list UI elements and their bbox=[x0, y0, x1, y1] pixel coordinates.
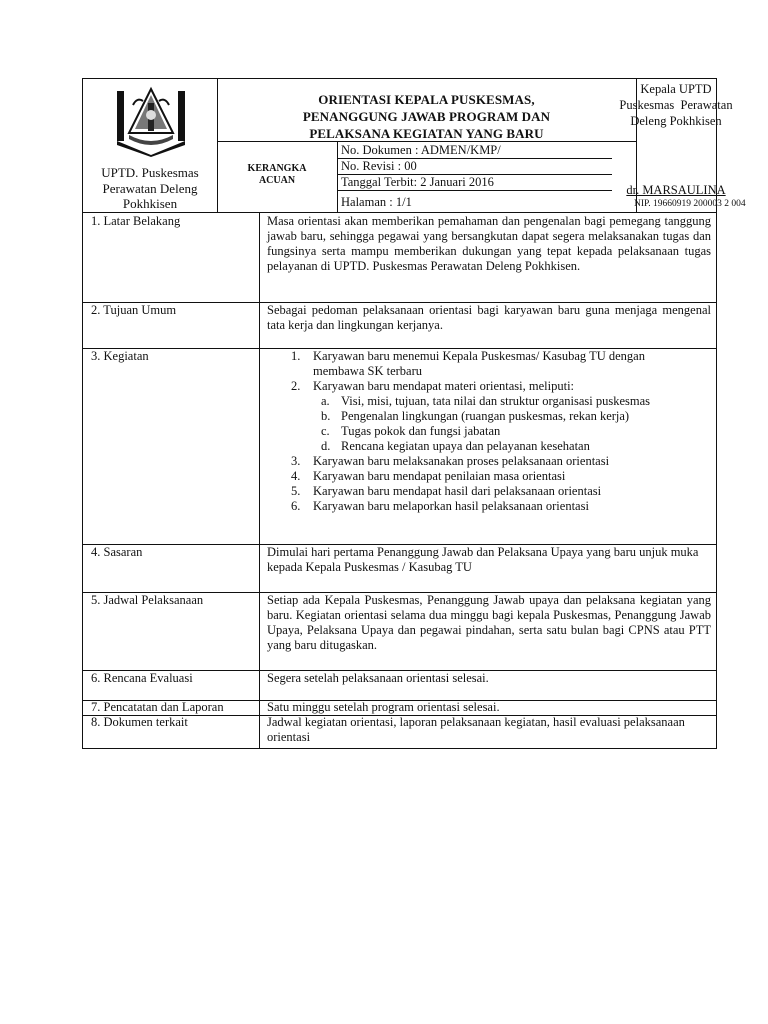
table-row bbox=[83, 715, 716, 749]
item-letter: d. bbox=[321, 439, 331, 453]
table-row bbox=[83, 670, 716, 701]
item-number: 6. bbox=[291, 499, 301, 513]
row-text: Jadwal kegiatan orientasi, laporan pelaksanaan kegiatan, hasil evaluasi pelaksanaan orientasi bbox=[267, 715, 685, 744]
item-number: 2. bbox=[291, 379, 301, 393]
head-line: Kepala UPTD bbox=[640, 82, 712, 96]
item-text: Karyawan baru mendapat materi orientasi, meliputi: bbox=[313, 379, 575, 393]
divider bbox=[337, 141, 338, 212]
org-line: Pokhkisen bbox=[122, 196, 178, 211]
activity-list bbox=[267, 349, 711, 514]
list-item bbox=[291, 454, 711, 469]
sub-list-item bbox=[321, 424, 711, 439]
document-title bbox=[217, 91, 636, 142]
table-row bbox=[83, 544, 716, 593]
page-number: Halaman : 1/1 bbox=[341, 195, 412, 209]
table-row bbox=[83, 302, 716, 349]
item-text: Rencana kegiatan upaya dan pelayanan kesehatan bbox=[341, 439, 590, 453]
header-signature-cell bbox=[619, 79, 746, 212]
row-label: 8. Dokumen terkait bbox=[91, 715, 188, 729]
item-letter: a. bbox=[321, 394, 330, 408]
title-line: PENANGGUNG JAWAB PROGRAM DAN bbox=[302, 109, 551, 124]
table-row bbox=[83, 592, 716, 671]
list-item bbox=[291, 484, 711, 499]
row-text: Setiap ada Kepala Puskesmas, Penanggung Jawab upaya dan pelaksana kegiatan yang baru. Kegiatan orientasi selama dua minggu bagi kepala Puskesmas, Penanggung Jawab Upaya, Pelaksana Upaya dan pegawai pindahan, serta satu bulan bagi CPNS atau PTT yang baru ditugaskan. bbox=[267, 593, 711, 652]
head-line: Deleng Pokhkisen bbox=[630, 114, 722, 128]
puskesmas-logo-icon bbox=[113, 85, 189, 157]
divider bbox=[337, 190, 612, 191]
item-number: 3. bbox=[291, 454, 301, 468]
org-line: Perawatan Deleng bbox=[102, 180, 198, 196]
item-letter: c. bbox=[321, 424, 330, 438]
header-table bbox=[82, 78, 746, 213]
list-item bbox=[291, 469, 711, 484]
header-title-cell bbox=[217, 79, 637, 212]
title-line: ORIENTASI KEPALA PUSKESMAS, bbox=[318, 92, 535, 107]
row-label: 7. Pencatatan dan Laporan bbox=[91, 700, 224, 714]
item-text: Pengenalan lingkungan (ruangan puskesmas, rekan kerja) bbox=[341, 409, 630, 423]
doc-type-line: KERANGKA bbox=[247, 163, 307, 174]
document-type bbox=[217, 163, 337, 187]
sub-list-item bbox=[321, 439, 711, 454]
row-label: 6. Rencana Evaluasi bbox=[91, 671, 193, 685]
signatory-name: dr. MARSAULINA bbox=[626, 183, 726, 197]
list-item bbox=[291, 349, 711, 379]
header-logo-cell bbox=[83, 79, 218, 212]
divider bbox=[217, 141, 636, 142]
content-table bbox=[82, 213, 717, 749]
org-line: UPTD. Puskesmas bbox=[101, 165, 199, 180]
row-label: 3. Kegiatan bbox=[91, 349, 149, 363]
item-text: Karyawan baru menemui Kepala Puskesmas/ Kasubag TU dengan membawa SK terbaru bbox=[313, 349, 645, 378]
row-text: Segera setelah pelaksanaan orientasi selesai. bbox=[267, 671, 489, 685]
item-text: Karyawan baru mendapat hasil dari pelaksanaan orientasi bbox=[313, 484, 602, 498]
revision-number: No. Revisi : 00 bbox=[341, 159, 417, 173]
row-label: 1. Latar Belakang bbox=[91, 214, 181, 228]
table-row bbox=[83, 348, 716, 545]
sub-list-item bbox=[321, 409, 711, 424]
row-text: Sebagai pedoman pelaksanaan orientasi bagi karyawan baru guna menjaga mengenal tata kerja dan lingkungan kerjanya. bbox=[267, 303, 711, 332]
item-text: Karyawan baru melaksanakan proses pelaksanaan orientasi bbox=[313, 454, 610, 468]
issue-date: Tanggal Terbit: 2 Januari 2016 bbox=[341, 175, 494, 189]
row-text: Satu minggu setelah program orientasi selesai. bbox=[267, 700, 500, 714]
item-text: Karyawan baru mendapat penilaian masa orientasi bbox=[313, 469, 566, 483]
organization-name bbox=[83, 165, 217, 212]
sub-list-item bbox=[321, 394, 711, 409]
item-text: Karyawan baru melaporkan hasil pelaksanaan orientasi bbox=[313, 499, 589, 513]
row-label: 4. Sasaran bbox=[91, 545, 143, 559]
row-text: Dimulai hari pertama Penanggung Jawab dan Pelaksana Upaya yang baru unjuk muka kepada Kepala Puskesmas / Kasubag TU bbox=[267, 545, 699, 574]
list-item bbox=[291, 499, 711, 514]
item-number: 1. bbox=[291, 349, 301, 363]
head-of-office bbox=[619, 81, 733, 129]
item-text: Visi, misi, tujuan, tata nilai dan struktur organisasi puskesmas bbox=[341, 394, 651, 408]
list-item bbox=[291, 379, 711, 454]
row-label: 5. Jadwal Pelaksanaan bbox=[91, 593, 204, 607]
item-number: 5. bbox=[291, 484, 301, 498]
item-text: Tugas pokok dan fungsi jabatan bbox=[341, 424, 501, 438]
item-letter: b. bbox=[321, 409, 331, 423]
signatory-nip: NIP. 19660919 200003 2 004 bbox=[634, 199, 746, 209]
doc-type-line: ACUAN bbox=[258, 175, 296, 186]
head-line: Puskesmas Perawatan bbox=[619, 98, 733, 112]
table-row bbox=[83, 700, 716, 716]
document-number: No. Dokumen : ADMEN/KMP/ bbox=[341, 143, 501, 157]
item-number: 4. bbox=[291, 469, 301, 483]
title-line: PELAKSANA KEGIATAN YANG BARU bbox=[309, 126, 544, 141]
table-row bbox=[83, 213, 716, 303]
row-text: Masa orientasi akan memberikan pemahaman dan pengenalan bagi pemegang tanggung jawab baru, sehingga pegawai yang bersangkutan dapat segera melaksanakan tugas dan fungsinya serta mampu memberikan dukungan yang tepat kepada pelaksanaan tugas pelayanan di UPTD. Puskesmas Perawatan Deleng Pokhkisen. bbox=[267, 214, 711, 273]
row-label: 2. Tujuan Umum bbox=[91, 303, 177, 317]
